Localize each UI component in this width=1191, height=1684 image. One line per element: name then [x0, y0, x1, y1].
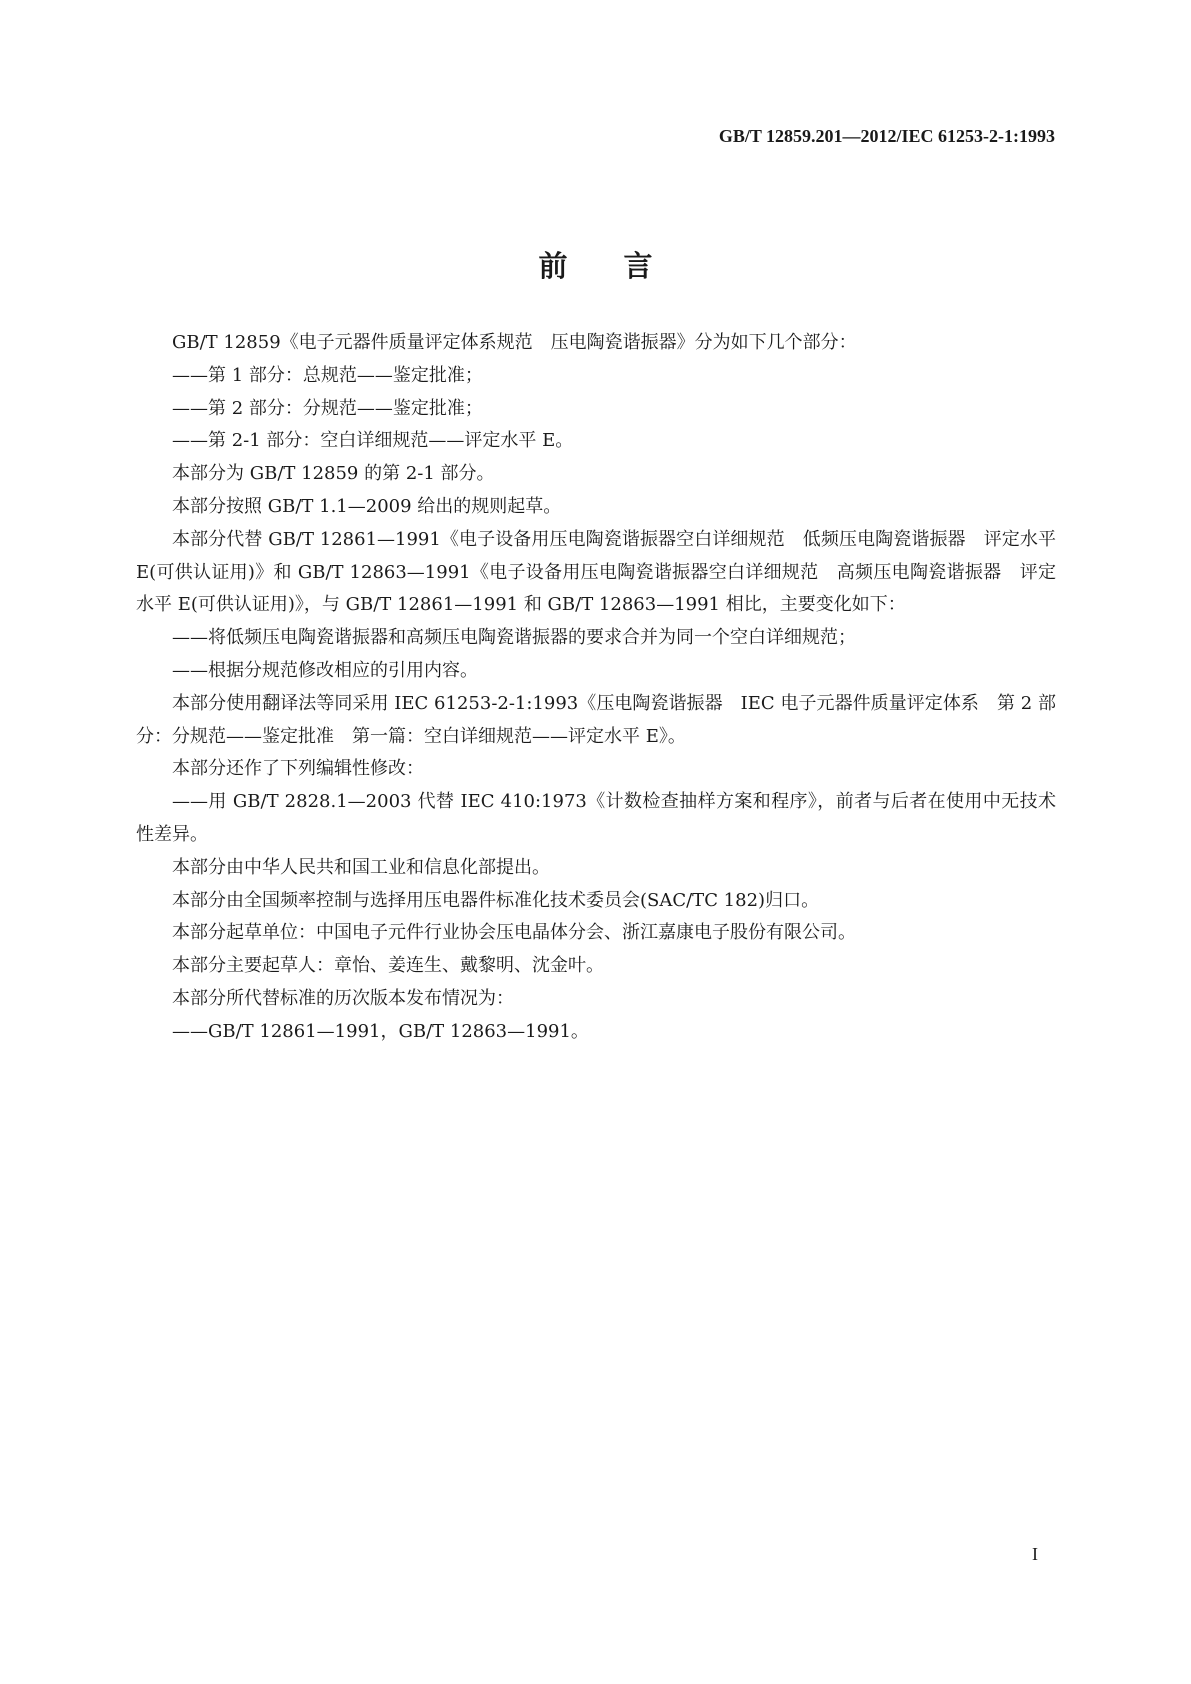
paragraph-history-intro: 本部分所代替标准的历次版本发布情况为： — [172, 987, 514, 1009]
paragraph-part-statement: 本部分为 GB/T 12859 的第 2-1 部分。 — [172, 463, 495, 485]
list-item-change-1: ——将低频压电陶瓷谐振器和高频压电陶瓷谐振器的要求合并为同一个空白详细规范； — [172, 627, 856, 649]
paragraph-replacement: 本部分代替 GB/T 12861—1991《电子设备用压电陶瓷谐振器空白详细规范 低频压电陶瓷谐振器 评定水平 E(可供认证用)》和 GB/T 12863—1991《电子设备用压电陶瓷谐振器空白详细规范 高频压电陶瓷谐振器 评定水平 E(可供认证用)》，与 GB/T 12861—1991 和 GB/T 12863—1991 相比，主要变化如下： — [136, 528, 1056, 616]
list-item-history: ——GB/T 12861—1991，GB/T 12863—1991。 — [172, 1020, 589, 1042]
paragraph-adoption: 本部分使用翻译法等同采用 IEC 61253-2-1:1993《压电陶瓷谐振器 IEC 电子元器件质量评定体系 第 2 部分：分规范——鉴定批准 第一篇：空白详细规范——评定水平 E》。 — [136, 692, 1056, 747]
list-item-change-2: ——根据分规范修改相应的引用内容。 — [172, 659, 478, 681]
list-item-part-2-1: ——第 2-1 部分：空白详细规范——评定水平 E。 — [172, 430, 574, 452]
standard-code-header: GB/T 12859.201—2012/IEC 61253-2-1:1993 — [718, 126, 1055, 146]
paragraph-proposer: 本部分由中华人民共和国工业和信息化部提出。 — [172, 856, 550, 878]
list-item-editorial-change: ——用 GB/T 2828.1—2003 代替 IEC 410:1973《计数检查抽样方案和程序》，前者与后者在使用中无技术性差异。 — [136, 791, 1056, 845]
paragraph-drafters: 本部分主要起草人：章怡、姜连生、戴黎明、沈金叶。 — [172, 955, 604, 977]
list-item-part-2: ——第 2 部分：分规范——鉴定批准； — [172, 397, 483, 419]
paragraph-drafting-units: 本部分起草单位：中国电子元件行业协会压电晶体分会、浙江嘉康电子股份有限公司。 — [172, 922, 856, 944]
preface-body — [136, 327, 1056, 1049]
page-title: 前言 — [538, 249, 709, 284]
paragraph-drafting-rules: 本部分按照 GB/T 1.1—2009 给出的规则起草。 — [172, 495, 562, 517]
list-item-part-1: ——第 1 部分：总规范——鉴定批准； — [172, 364, 483, 386]
paragraph-committee: 本部分由全国频率控制与选择用压电器件标准化技术委员会(SAC/TC 182)归口。 — [172, 889, 820, 911]
page-number: I — [1032, 1544, 1038, 1564]
paragraph-editorial-intro: 本部分还作了下列编辑性修改： — [172, 758, 424, 780]
paragraph-intro: GB/T 12859《电子元器件质量评定体系规范 压电陶瓷谐振器》分为如下几个部分： — [172, 332, 857, 353]
